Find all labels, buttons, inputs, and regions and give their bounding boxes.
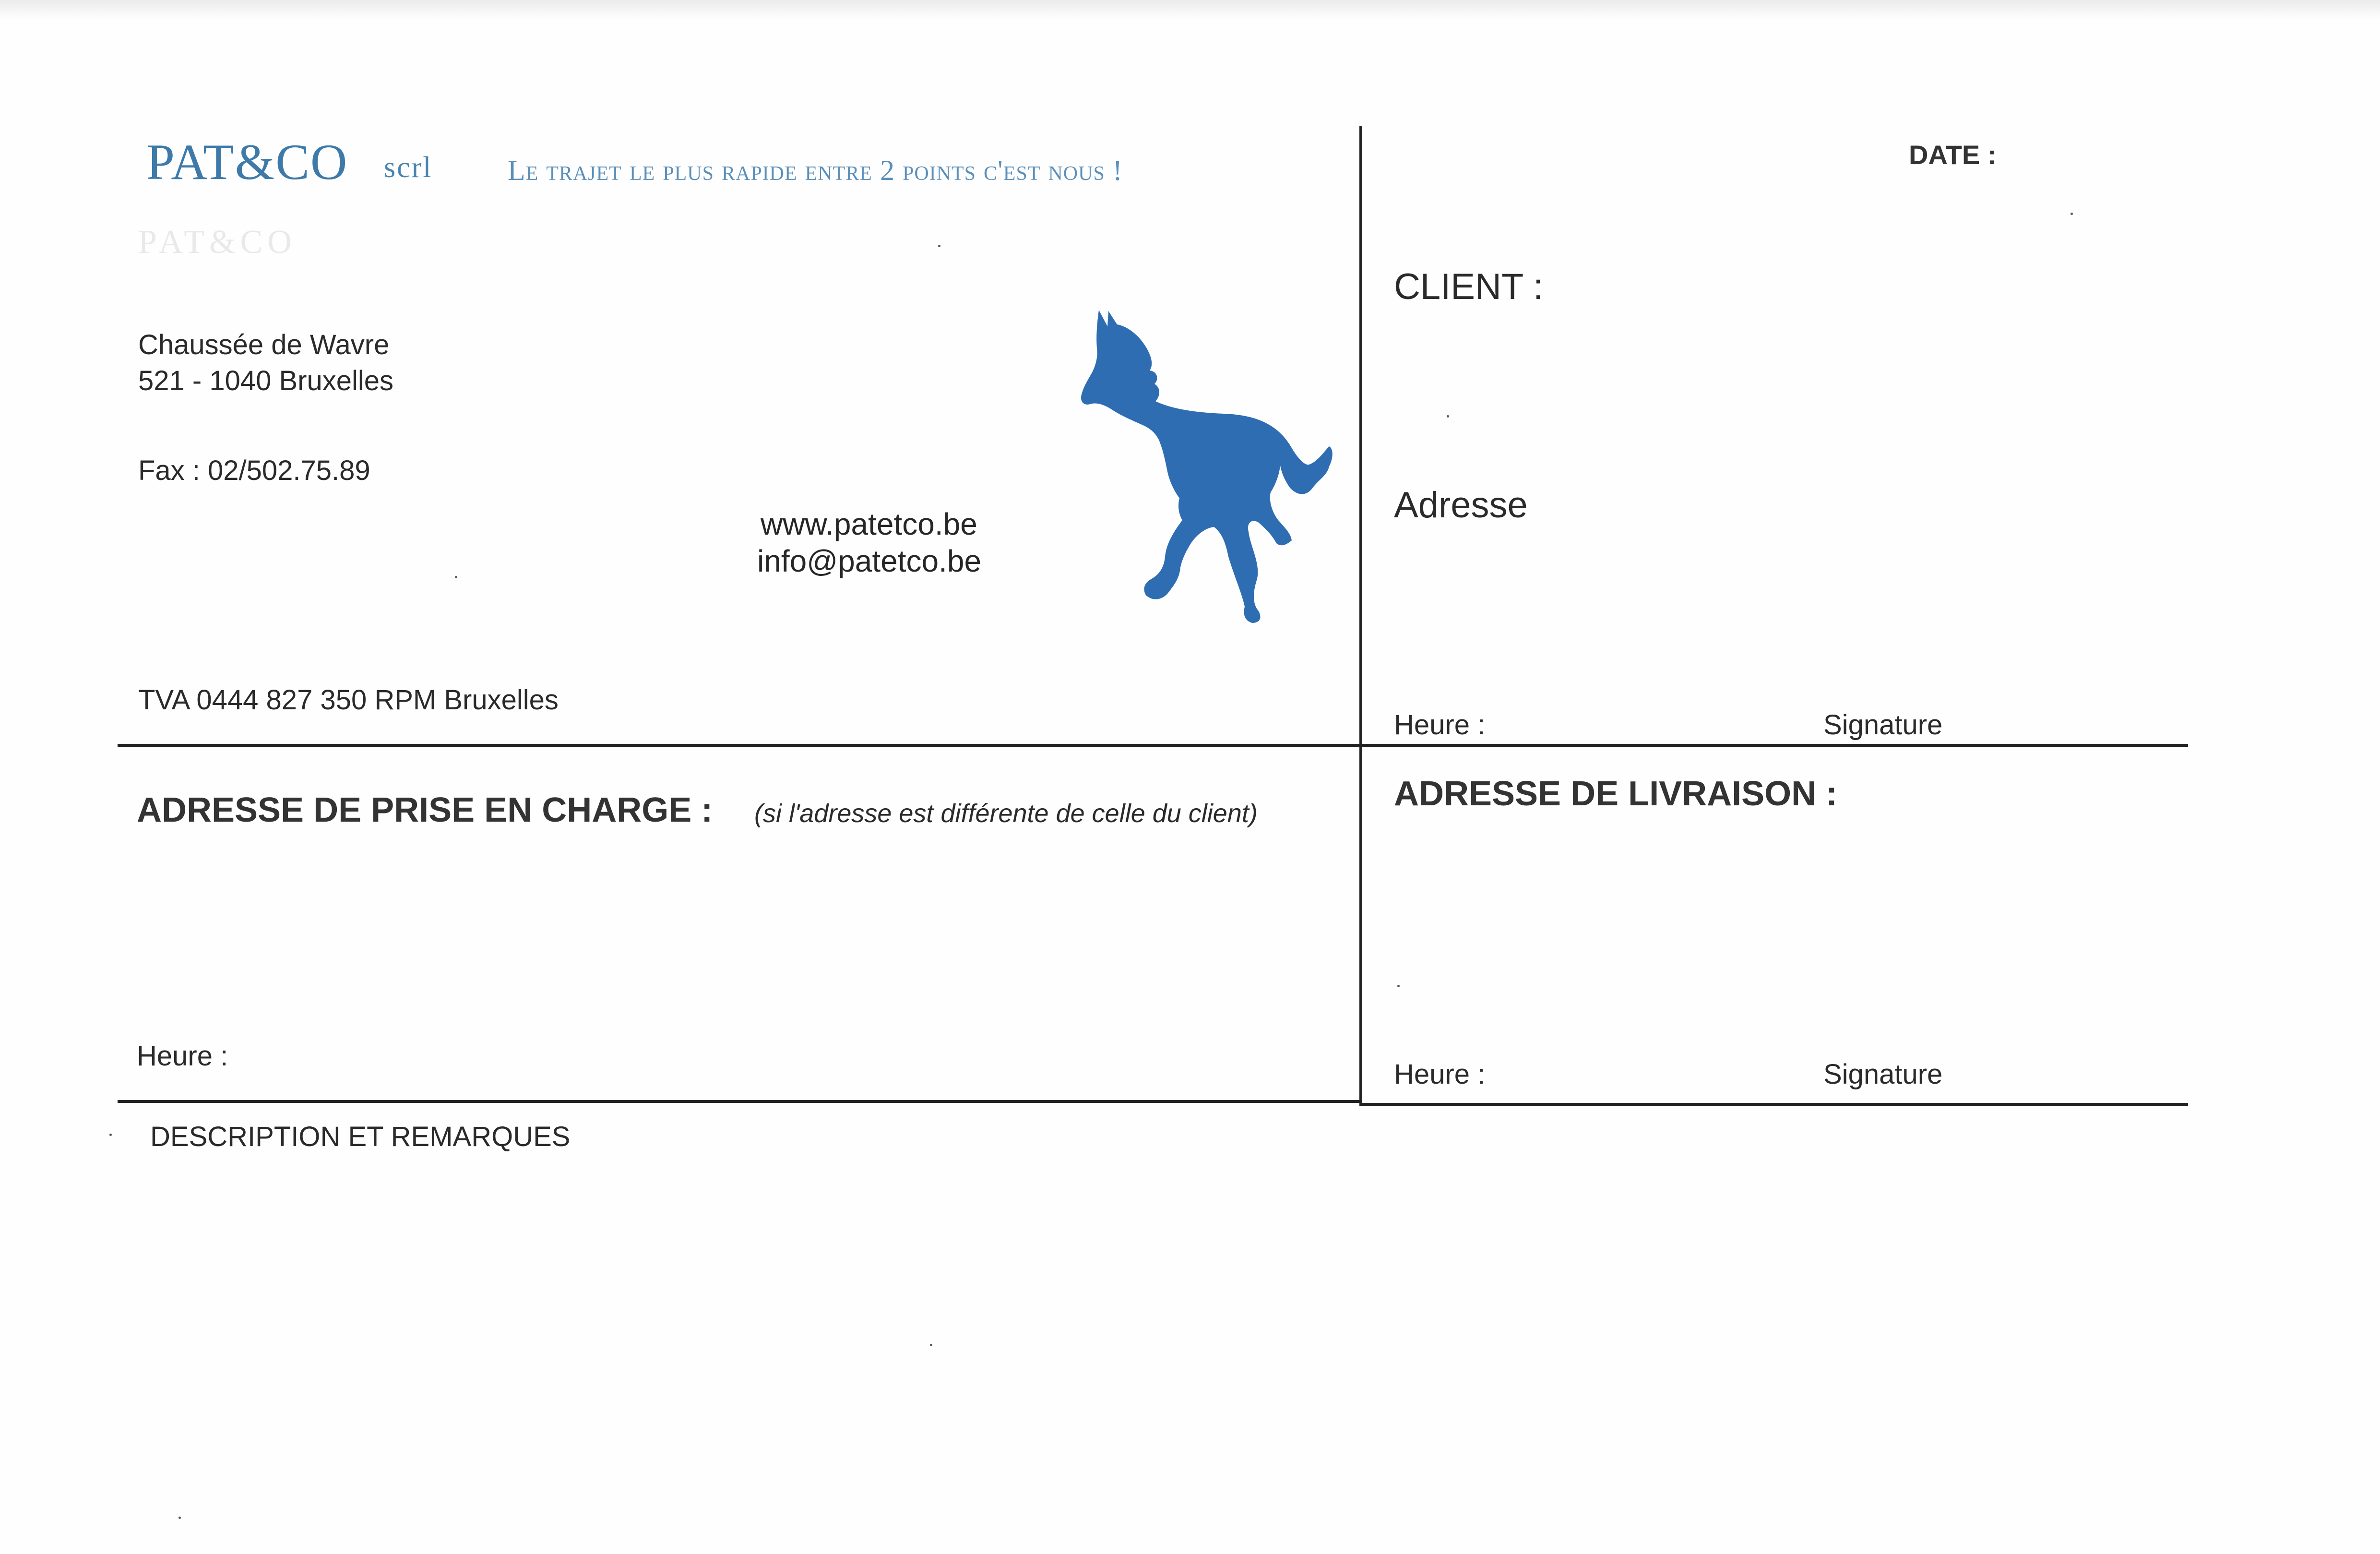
- section-rule-left-bottom: [118, 1100, 1361, 1103]
- scan-speck: [455, 576, 457, 578]
- section-rule-top: [118, 744, 2188, 747]
- pickup-note: (si l'adresse est différente de celle du client): [754, 799, 1258, 828]
- scan-speck: [1447, 415, 1449, 418]
- company-street: Chaussée de Wavre: [138, 329, 390, 360]
- client-title: CLIENT :: [1394, 266, 1544, 307]
- company-city: 521 - 1040 Bruxelles: [138, 365, 393, 396]
- company-legal-form: scrl: [384, 151, 433, 184]
- client-time-label: Heure :: [1394, 709, 1486, 741]
- scan-speck: [930, 1344, 932, 1346]
- company-website: www.patetco.be: [761, 507, 977, 541]
- faded-brand-echo: PAT&CO: [138, 224, 297, 261]
- delivery-signature-label: Signature: [1823, 1059, 1943, 1090]
- company-fax: Fax : 02/502.75.89: [138, 455, 370, 486]
- scan-speck: [938, 245, 940, 247]
- column-divider: [1359, 126, 1362, 1105]
- scan-speck: [2071, 213, 2073, 215]
- scan-speck: [178, 1517, 181, 1519]
- scan-edge-shade: [0, 0, 2380, 19]
- section-rule-right-bottom: [1359, 1103, 2188, 1106]
- pickup-time-label: Heure :: [137, 1040, 228, 1072]
- description-title: DESCRIPTION ET REMARQUES: [150, 1121, 571, 1152]
- date-label: DATE :: [1909, 140, 1997, 170]
- delivery-time-label: Heure :: [1394, 1059, 1486, 1090]
- company-brand: PAT&CO: [146, 134, 348, 190]
- company-vat: TVA 0444 827 350 RPM Bruxelles: [138, 684, 559, 716]
- galloping-horse-icon: [1080, 307, 1339, 624]
- company-slogan: Le trajet le plus rapide entre 2 points c'est nous !: [508, 155, 1123, 186]
- client-signature-label: Signature: [1823, 709, 1943, 741]
- company-email: info@patetco.be: [757, 544, 982, 578]
- scan-speck: [109, 1134, 112, 1136]
- delivery-title: ADRESSE DE LIVRAISON :: [1394, 775, 1838, 813]
- pickup-title: ADRESSE DE PRISE EN CHARGE :: [137, 791, 713, 829]
- scan-speck: [1397, 985, 1400, 987]
- client-address-label: Adresse: [1394, 485, 1528, 526]
